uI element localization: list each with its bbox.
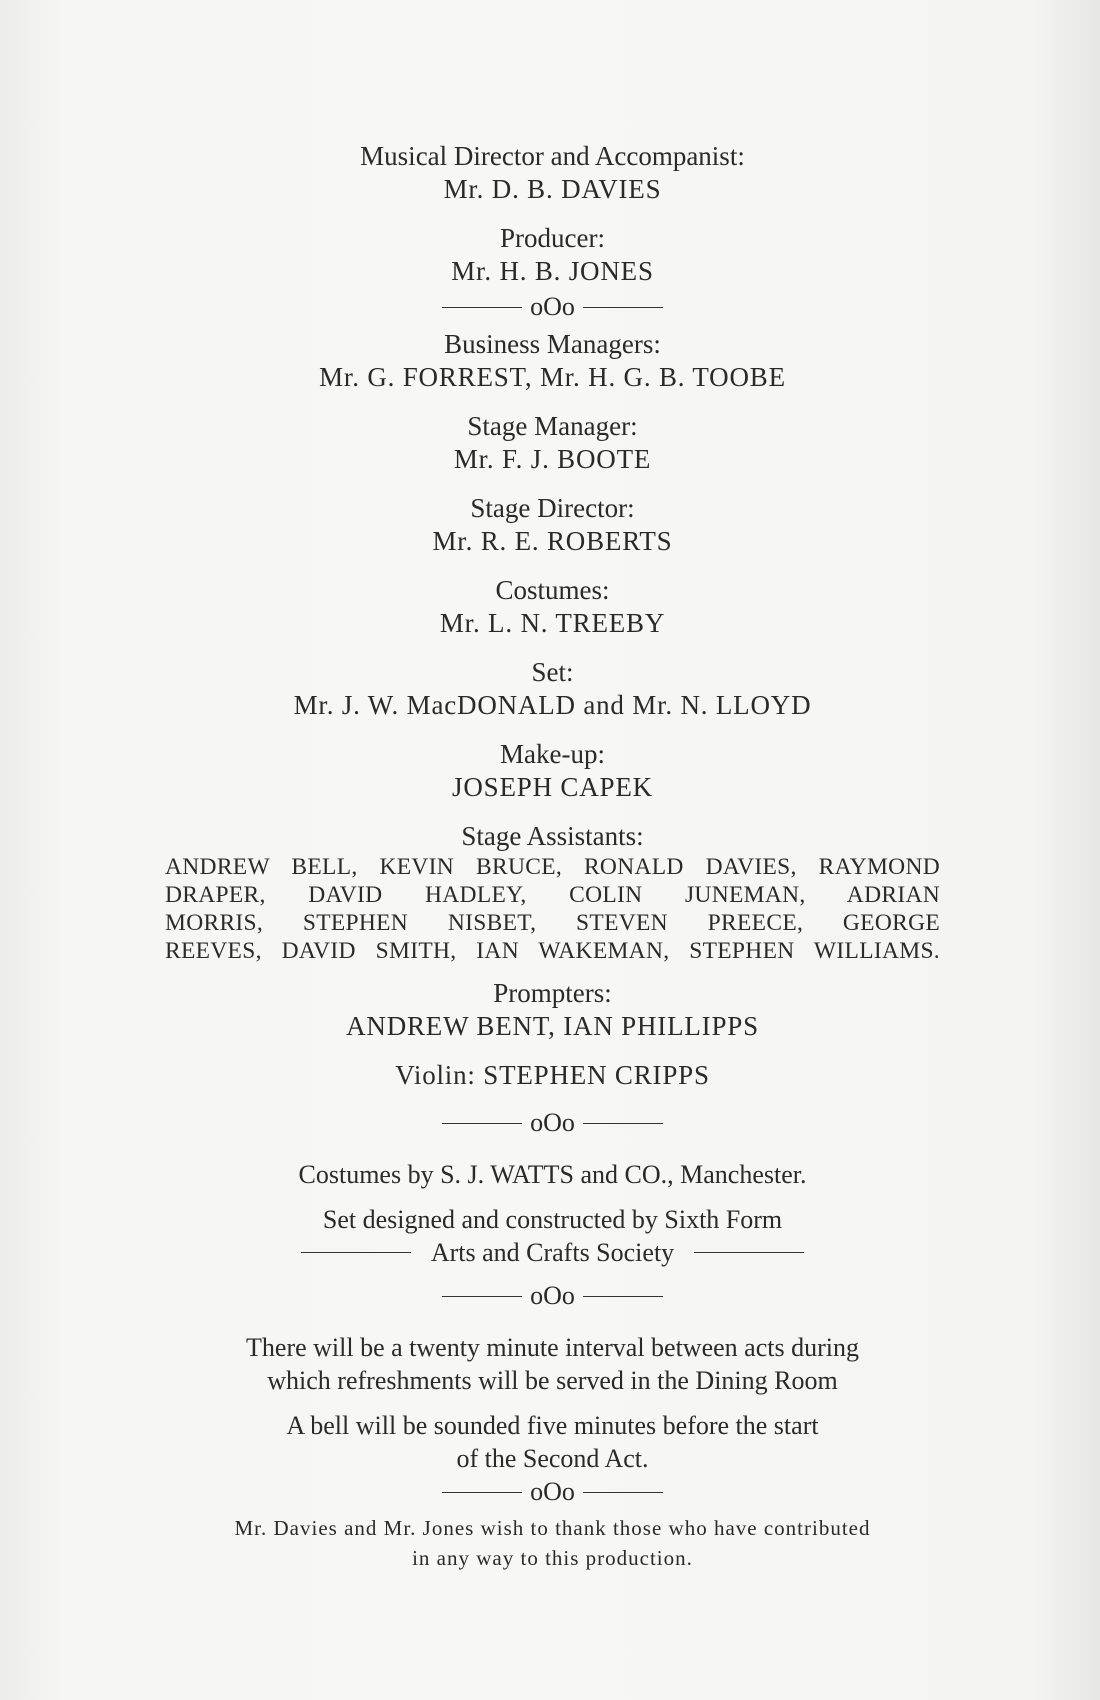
separator-rule [583, 1123, 663, 1124]
separator-rule [583, 1296, 663, 1297]
producer-role: Producer: [500, 223, 605, 253]
stage-assistants-line: MORRIS, STEPHEN NISBET, STEVEN PREECE, GEORGE [165, 910, 940, 936]
set-designed-note [165, 1203, 940, 1269]
stage-manager-name: Mr. F. J. BOOTE [453, 444, 652, 474]
separator-rule [694, 1252, 804, 1253]
separator [165, 1108, 940, 1138]
producer-name: Mr. H. B. JONES [451, 256, 654, 286]
separator-text: oOo [530, 1477, 575, 1506]
prompters-name: ANDREW BENT, IAN PHILLIPPS [346, 1011, 759, 1041]
costumes-name: Mr. L. N. TREEBY [439, 608, 666, 638]
separator-text: oOo [530, 292, 575, 321]
spacer [165, 1317, 940, 1331]
set-designed-line-ruled [165, 1236, 940, 1269]
bell-note [165, 1409, 940, 1475]
credits-section [165, 140, 940, 1573]
stage-director-name: Mr. R. E. ROBERTS [432, 526, 673, 556]
stage-assistants-line: REEVES, DAVID SMITH, IAN WAKEMAN, STEPHEN WILLIAMS. [165, 938, 940, 964]
violin-credit: Violin: STEPHEN CRIPPS [395, 1060, 710, 1090]
stage-manager-role: Stage Manager: [467, 411, 638, 441]
separator-text: oOo [530, 1108, 575, 1137]
separator-rule [442, 1492, 522, 1493]
stage-assistants-role: Stage Assistants: [461, 821, 644, 851]
stage-director-role: Stage Director: [470, 493, 635, 523]
separator-rule [583, 307, 663, 308]
thanks-line: Mr. Davies and Mr. Jones wish to thank those who have contributed [234, 1516, 871, 1540]
separator-rule [442, 1296, 522, 1297]
separator [165, 1477, 940, 1507]
interval-note [165, 1331, 940, 1397]
costumes-role: Costumes: [495, 575, 610, 605]
musical-director-name: Mr. D. B. DAVIES [443, 174, 662, 204]
separator-rule [442, 1123, 522, 1124]
separator-text: oOo [530, 1281, 575, 1310]
costumes-by-note: Costumes by S. J. WATTS and CO., Manchester. [298, 1160, 807, 1189]
separator [165, 292, 940, 322]
spacer [165, 1144, 940, 1158]
thanks-note [165, 1513, 940, 1573]
separator-rule [583, 1492, 663, 1493]
set-designed-line: Arts and Crafts Society [430, 1238, 675, 1267]
bell-line: A bell will be sounded five minutes before the start [286, 1411, 819, 1440]
interval-line: which refreshments will be served in the Dining Room [267, 1366, 838, 1395]
business-managers-name: Mr. G. FORREST, Mr. H. G. B. TOOBE [319, 362, 786, 392]
stage-assistants-list [165, 853, 940, 965]
set-name: Mr. J. W. MacDONALD and Mr. N. LLOYD [293, 690, 812, 720]
separator-rule [442, 307, 522, 308]
thanks-line: in any way to this production. [412, 1546, 693, 1570]
stage-assistants-line: DRAPER, DAVID HADLEY, COLIN JUNEMAN, ADRIAN [165, 882, 940, 908]
prompters-role: Prompters: [493, 978, 612, 1008]
separator-rule [301, 1252, 411, 1253]
musical-director-role: Musical Director and Accompanist: [360, 141, 745, 171]
business-managers-role: Business Managers: [444, 329, 661, 359]
separator [165, 1281, 940, 1311]
make-up-role: Make-up: [500, 739, 605, 769]
stage-assistants-line: ANDREW BELL, KEVIN BRUCE, RONALD DAVIES, RAYMOND [165, 854, 940, 880]
bell-line: of the Second Act. [456, 1444, 649, 1473]
set-designed-line: Set designed and constructed by Sixth Form [322, 1205, 783, 1234]
set-role: Set: [531, 657, 574, 687]
interval-line: There will be a twenty minute interval between acts during [246, 1333, 859, 1362]
make-up-name: JOSEPH CAPEK [452, 772, 653, 802]
